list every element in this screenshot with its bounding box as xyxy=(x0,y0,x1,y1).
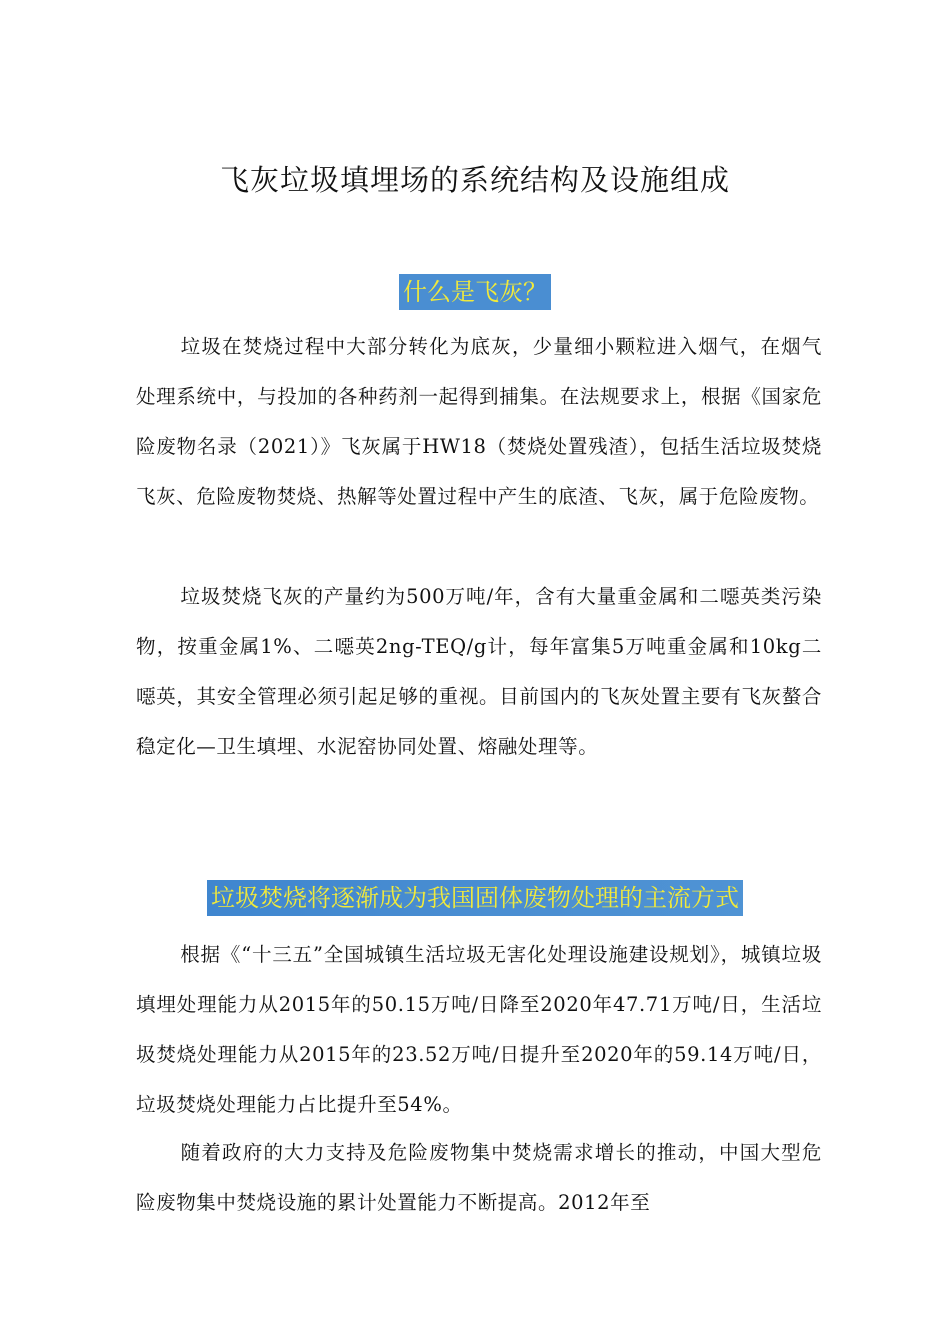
section-heading-incineration-trend: 垃圾焚烧将逐渐成为我国固体废物处理的主流方式 xyxy=(207,880,743,916)
paragraph-text: 根据《“十三五”全国城镇生活垃圾无害化处理设施建设规划》，城镇垃圾填埋处理能力从2015年的50.15万吨/日降至2020年47.71万吨/日，生活垃圾焚烧处理能力从2015年的23.52万吨/日提升至2020年的59.14万吨/日，垃圾焚烧处理能力占比提升至54%。 xyxy=(136,943,822,1116)
document-title: 飞灰垃圾填埋场的系统结构及设施组成 xyxy=(219,163,730,197)
paragraph-text: 垃圾焚烧飞灰的产量约为500万吨/年，含有大量重金属和二噁英类污染物，按重金属1%、二噁英2ng-TEQ/g计，每年富集5万吨重金属和10kg二噁英，其安全管理必须引起足够的重视。目前国内的飞灰处置主要有飞灰螯合稳定化—卫生填埋、水泥窑协同处置、熔融处理等。 xyxy=(136,585,822,758)
paragraph-text: 随着政府的大力支持及危险废物集中焚烧需求增长的推动，中国大型危险废物集中焚烧设施的累计处置能力不断提高。2012年至 xyxy=(136,1141,822,1214)
paragraph xyxy=(136,930,822,1130)
section-heading-what-is-fly-ash: 什么是飞灰？ xyxy=(399,274,551,310)
paragraph-text: 垃圾在焚烧过程中大部分转化为底灰，少量细小颗粒进入烟气，在烟气处理系统中，与投加的各种药剂一起得到捕集。在法规要求上，根据《国家危险废物名录（2021）》飞灰属于HW18（焚烧处置残渣），包括生活垃圾焚烧飞灰、危险废物焚烧、热解等处置过程中产生的底渣、飞灰，属于危险废物。 xyxy=(136,335,822,508)
section-heading-row xyxy=(0,274,950,310)
paragraph xyxy=(136,572,822,772)
paragraph xyxy=(136,322,822,522)
section-heading-row xyxy=(0,880,950,916)
paragraph xyxy=(136,1128,822,1228)
